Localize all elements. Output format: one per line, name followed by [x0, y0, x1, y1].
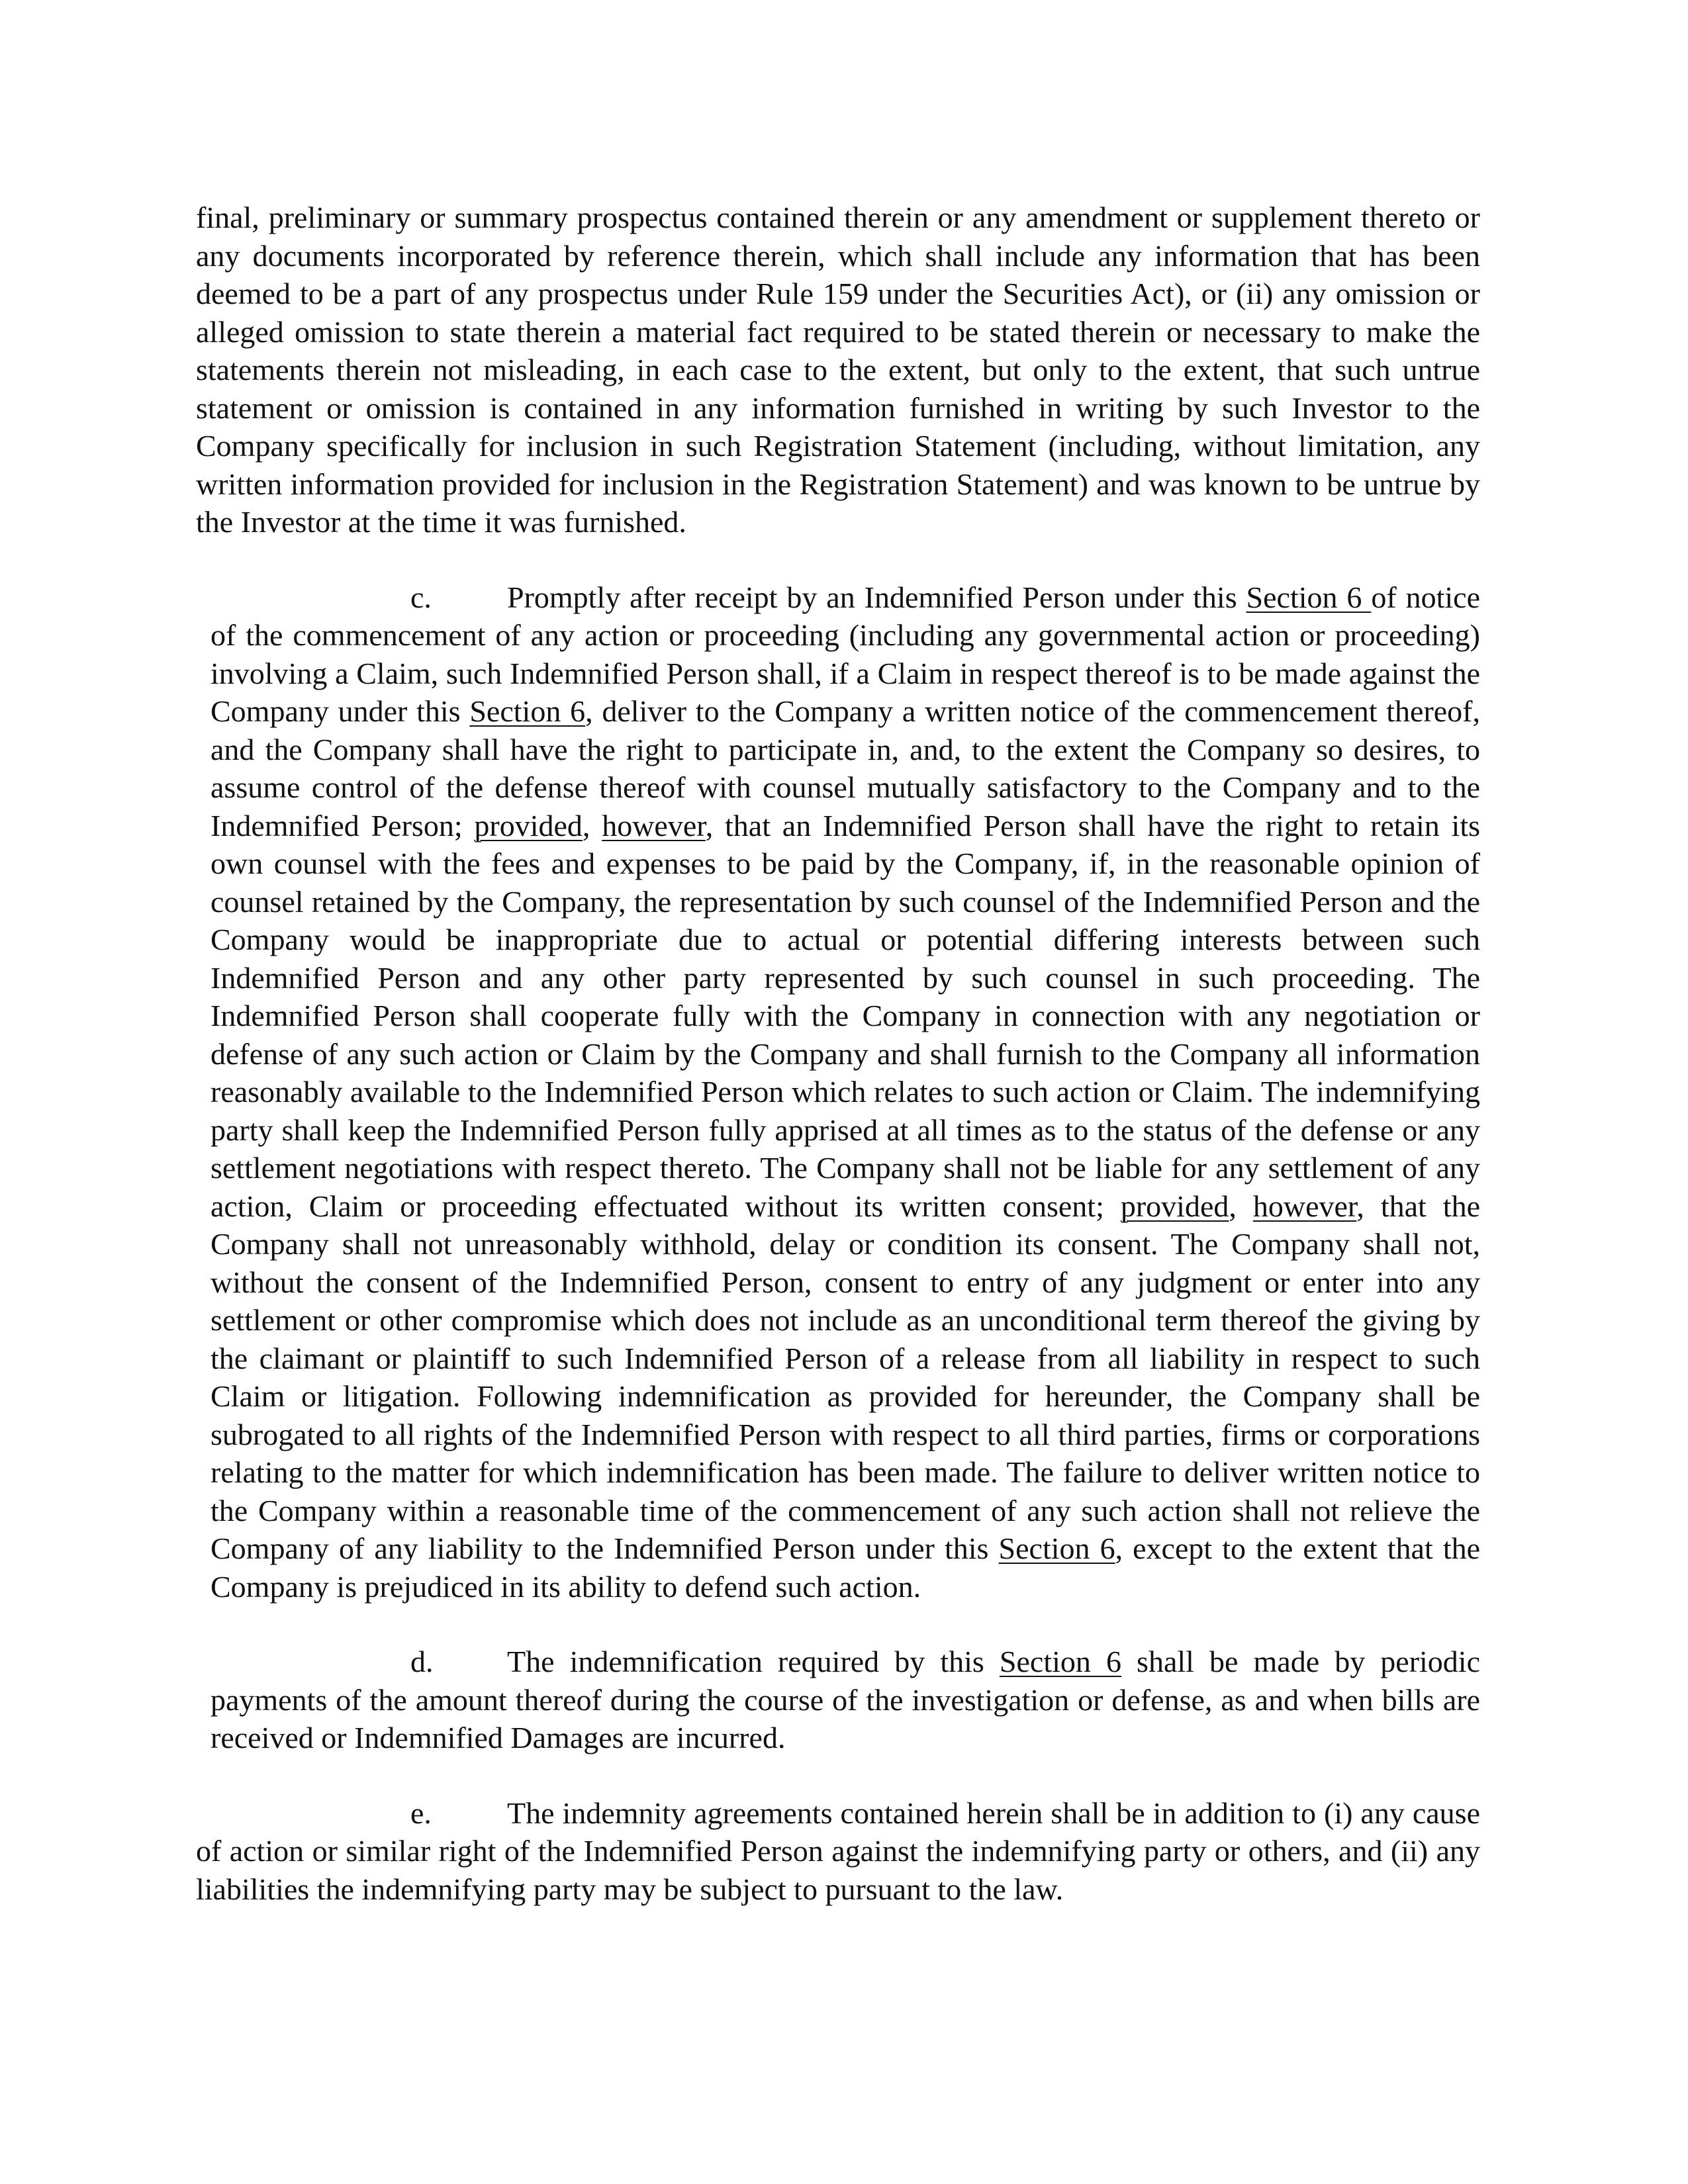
paragraph-label-c: c. [410, 580, 432, 614]
paragraph-text: , that the Company shall not unreasonably withhold, delay or condition its consent. The Company shall not, without the consent of the Indemnified Person, consent to entry of any judgment or enter into any settlement or other compromise which does not include as an unconditional term thereof the giving by the claimant or plaintiff to such Indemnified Person of a release from all liability in respect to such Claim or litigation. Following indemnification as provided for hereunder, the Company shall be subrogated to all rights of the Indemnified Person with respect to all third parties, firms or corporations relating to the matter for which indemnification has been made. The failure to deliver written notice to the Company within a reasonable time of the commencement of any such action shall not relieve the Company of any liability to the Indemnified Person under this [211, 1189, 1480, 1565]
paragraph-text: , deliver to the Company a written notice of the commencement thereof, and the Company shall have the right to participate in, and, to the extent the Company so desires, to assume control of the defense thereof with counsel mutually satisfactory to the Company and to the Indemnified Person; [211, 694, 1481, 842]
punctuation: , [1229, 1189, 1253, 1223]
punctuation: , [582, 808, 602, 842]
paragraph-text: , that an Indemnified Person shall have the right to retain its own counsel with the fees and expenses to be paid by the Company, if, in the reasonable opinion of counsel retained by the Company, the representation by such counsel of the Indemnified Person and the Company would be inappropriate due to actual or potential differing interests between such Indemnified Person and any other party represented by such counsel in such proceeding. The Indemnified Person shall cooperate fully with the Company in connection with any negotiation or defense of any such action or Claim by the Company and shall furnish to the Company all information reasonably available to the Indemnified Person which relates to such action or Claim. The indemnifying party shall keep the Indemnified Person fully apprised at all times as to the status of the defense or any settlement negotiations with respect thereto. The Company shall not be liable for any settlement of any action, Claim or proceeding effectuated without its written consent; [211, 808, 1481, 1223]
section-6-reference: Section 6 [469, 694, 586, 728]
provided-term: provided [474, 808, 583, 842]
paragraph-text: The indemnification required by this [507, 1645, 1000, 1678]
provided-term: provided [1120, 1189, 1229, 1223]
paragraph-label-e: e. [410, 1796, 432, 1830]
however-term: however [602, 808, 706, 842]
paragraph-d [196, 1643, 1480, 1757]
paragraph-text: Promptly after receipt by an Indemnified Person under this [507, 580, 1246, 614]
paragraph-text: final, preliminary or summary prospectus contained therein or any amendment or supplement thereto or any documents incorporated by reference therein, which shall include any information that has been deemed to be a part of any prospectus under Rule 159 under the Securities Act), or (ii) any omission or alleged omission to state therein a material fact required to be stated therein or necessary to make the statements therein not misleading, in each case to the extent, but only to the extent, that such untrue statement or omission is contained in any information furnished in writing by such Investor to the Company specifically for inclusion in such Registration Statement (including, without limitation, any written information provided for inclusion in the Registration Statement) and was known to be untrue by the Investor at the time it was furnished. [196, 201, 1480, 539]
section-6-reference: Section 6 [1246, 580, 1372, 614]
paragraph-text: The indemnity agreements contained herein shall be in addition to (i) any cause of action or similar right of the Indemnified Person against the indemnifying party or others, and (ii) any liabilities the indemnifying party may be subject to pursuant to the law. [196, 1796, 1480, 1906]
paragraph-text: shall be made by periodic payments of the amount thereof during the course of the investigation or defense, as and when bills are received or Indemnified Damages are incurred. [211, 1645, 1481, 1754]
section-6-reference: Section 6 [998, 1531, 1115, 1565]
document-body [196, 199, 1480, 1908]
paragraph-text: , except to the extent that the Company is prejudiced in its ability to defend such action. [211, 1531, 1481, 1604]
paragraph-c [196, 578, 1480, 1606]
paragraph-text: of notice of the commencement of any action or proceeding (including any governmental action or proceeding) involving a Claim, such Indemnified Person shall, if a Claim in respect thereof is to be made against the Company under this [211, 580, 1480, 728]
paragraph-b-continuation [196, 199, 1480, 541]
however-term: however [1252, 1189, 1357, 1223]
paragraph-label-d: d. [410, 1645, 434, 1678]
paragraph-e [196, 1794, 1480, 1909]
section-6-reference: Section 6 [999, 1645, 1121, 1678]
